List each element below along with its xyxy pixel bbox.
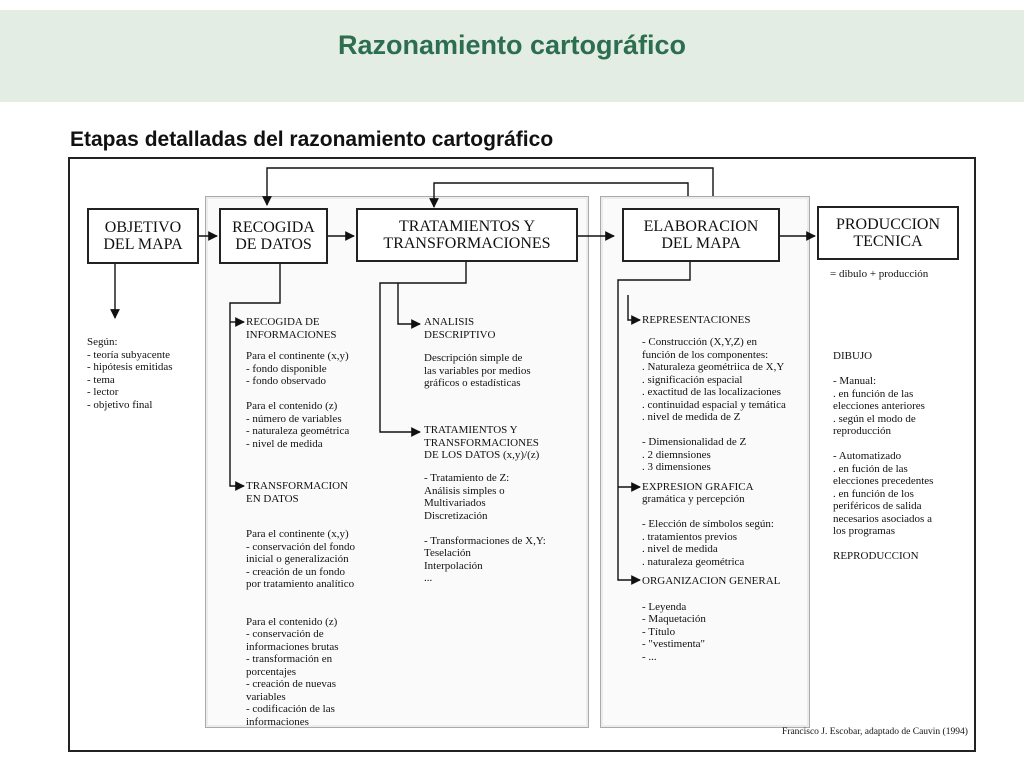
text-line: - creación de un fondo — [246, 565, 345, 578]
text-line: Multivariados — [424, 497, 486, 509]
stage-tratamientos-line2: TRANSFORMACIONES — [383, 235, 551, 252]
stage-elaboracion — [622, 208, 780, 262]
stage-produccion — [817, 206, 959, 260]
text-line: - Transformaciones de X,Y: — [424, 534, 546, 547]
text-line: . en función de las — [833, 387, 914, 400]
text-line: - Construcción (X,Y,Z) en — [642, 336, 757, 348]
branch-tratamientos-datos — [380, 262, 466, 432]
col4-expresion-details — [642, 493, 774, 568]
text-line: - Automatizado — [833, 450, 902, 462]
text-line: ... — [424, 572, 433, 584]
text-line: reproducción — [833, 425, 892, 437]
text-line: . naturaleza geométrica — [642, 555, 745, 568]
text-line: Para el contenido (z) — [246, 400, 338, 412]
text-line: periféricos de salida — [833, 500, 922, 512]
produccion-note: = dibulo + producción — [830, 268, 929, 280]
col2-heading-transformacion — [246, 480, 348, 505]
text-line: - fondo disponible — [246, 362, 327, 375]
text-line — [246, 591, 355, 604]
col3-heading-analisis — [424, 316, 496, 341]
col4-organizacion-details — [642, 588, 706, 663]
text-line: . 2 diemnsiones — [642, 448, 711, 461]
stage-produccion-line2: TECNICA — [853, 233, 923, 250]
text-line — [642, 424, 786, 437]
text-line: - fondo observado — [246, 375, 327, 387]
text-line: - conservación del fondo — [246, 540, 356, 553]
text-line: - Maquetación — [642, 613, 706, 625]
stage-elaboracion-line1: ELABORACION — [643, 218, 759, 235]
text-line: Para el continente (x,y) — [246, 528, 349, 540]
text-line — [642, 588, 706, 601]
col3-analisis-details — [424, 352, 531, 390]
stage-elaboracion-line2: DEL MAPA — [661, 235, 741, 252]
text-line: . nivel de medida de Z — [642, 411, 741, 423]
text-line: . Naturaleza geométriica de X,Y — [642, 361, 785, 373]
stage-recogida-line1: RECOGIDA — [232, 219, 315, 236]
text-line: - lector — [87, 386, 119, 398]
text-line: RECOGIDA DE — [246, 316, 320, 328]
text-line: - Dimensionalidad de Z — [642, 436, 747, 448]
text-line: . significación espacial — [642, 373, 743, 386]
text-line: Interpolación — [424, 559, 483, 572]
text-line: TRANSFORMACIONES — [424, 436, 539, 449]
text-line: elecciones precedentes — [833, 475, 934, 487]
text-line — [424, 522, 546, 535]
text-line: - Título — [642, 625, 676, 638]
col4-representaciones-details — [642, 336, 786, 474]
text-line: - Elección de símbolos según: — [642, 518, 774, 530]
text-line: informaciones brutas — [246, 640, 339, 653]
text-line: ANALISIS — [424, 316, 475, 328]
text-line: por tratamiento analítico — [246, 578, 355, 590]
text-line: - "vestimenta" — [642, 638, 706, 650]
text-line: DESCRIPTIVO — [424, 328, 496, 341]
text-line: - teoría subyacente — [87, 348, 171, 361]
text-line: - ... — [642, 650, 657, 663]
stage-tratamientos — [356, 208, 578, 262]
branch-analisis — [398, 283, 420, 324]
text-line: . según el modo de — [833, 412, 916, 425]
text-line: . en fución de las — [833, 462, 908, 475]
text-line: gramática y percepción — [642, 493, 745, 505]
col2-transformacion-details — [246, 528, 355, 728]
text-line: . continuidad espacial y temática — [642, 398, 786, 411]
text-line: función de los componentes: — [642, 348, 769, 361]
stage-tratamientos-line1: TRATAMIENTOS Y — [398, 218, 536, 235]
stage-recogida — [219, 208, 328, 264]
text-line: elecciones anteriores — [833, 400, 925, 412]
text-line: - creación de nuevas — [246, 678, 337, 690]
diagram-subtitle: Etapas detalladas del razonamiento cartográfico — [70, 128, 554, 151]
stage-produccion-line1: PRODUCCION — [835, 216, 940, 233]
text-line — [246, 388, 349, 401]
text-line: - objetivo final — [87, 398, 153, 411]
text-line: porcentajes — [246, 665, 297, 678]
text-line: Teselación — [424, 547, 471, 559]
col5-dibujo-details — [833, 350, 933, 563]
text-line: Para el continente (x,y) — [246, 350, 349, 362]
feedback-to-recogida — [267, 168, 713, 205]
col3-tratamientos-details — [424, 472, 546, 585]
text-line: inicial o generalización — [246, 553, 349, 565]
text-line: - nivel de medida — [246, 437, 323, 450]
text-line: - conservación de — [246, 628, 324, 640]
text-line: - codificación de las — [246, 703, 335, 715]
branch-representaciones — [628, 295, 640, 320]
text-line — [833, 438, 933, 451]
source-credit: Francisco J. Escobar, adaptado de Cauvin (1994) — [782, 727, 968, 737]
text-line: . nivel de medida — [642, 543, 718, 555]
text-line: - hipótesis emitidas — [87, 361, 173, 373]
text-line: EN DATOS — [246, 492, 299, 505]
text-line: - número de variables — [246, 412, 342, 425]
col2-recogida-details — [246, 350, 349, 450]
text-line — [246, 603, 355, 616]
text-line: variables — [246, 690, 286, 703]
text-line: necesarios asociados a — [833, 512, 932, 525]
slide-title: Razonamiento cartográfico — [337, 30, 687, 60]
text-line: informaciones — [246, 715, 309, 728]
col4-heading-representaciones — [642, 314, 751, 327]
text-line: REPRODUCCION — [833, 550, 919, 562]
text-line: Según: — [87, 336, 118, 348]
text-line: - Leyenda — [642, 600, 687, 613]
text-line: Para el contenido (z) — [246, 615, 338, 628]
text-line: DE LOS DATOS (x,y)/(z) — [424, 449, 540, 461]
text-line: - transformación en — [246, 653, 333, 665]
text-line: . 3 dimensiones — [642, 461, 711, 473]
stage-objetivo-line1: OBJETIVO — [104, 219, 182, 236]
text-line: - naturaleza geométrica — [246, 425, 350, 437]
text-line: Discretización — [424, 509, 488, 522]
col4-heading-organizacion — [642, 575, 780, 588]
col3-heading-tratamientos — [424, 424, 539, 462]
col2-heading-recogida — [246, 316, 336, 341]
text-line — [833, 363, 933, 376]
text-line: REPRESENTACIONES — [642, 314, 751, 326]
text-line: TRATAMIENTOS Y — [424, 424, 518, 436]
text-line: EXPRESION GRAFICA — [642, 481, 754, 493]
text-line: DIBUJO — [833, 350, 873, 362]
stage-objetivo — [87, 208, 199, 264]
col1-criteria — [87, 336, 173, 411]
text-line: - tema — [87, 373, 115, 386]
text-line: Descripción simple de — [424, 352, 523, 364]
text-line: . en función de los — [833, 487, 914, 500]
text-line: - Manual: — [833, 375, 877, 387]
text-line: ORGANIZACION GENERAL — [642, 575, 781, 587]
text-line: . tratamientos previos — [642, 530, 738, 543]
col4-heading-expresion — [642, 481, 754, 494]
text-line: TRANSFORMACION — [246, 480, 349, 492]
text-line: Análisis simples o — [424, 484, 505, 497]
feedback-to-tratamientos — [434, 183, 688, 207]
stage-objetivo-line2: DEL MAPA — [103, 236, 183, 253]
text-line: - Tratamiento de Z: — [424, 472, 510, 484]
text-line: gráficos o estadísticas — [424, 377, 521, 389]
text-line: INFORMACIONES — [246, 328, 337, 341]
text-line: . exactitud de las localizaciones — [642, 386, 781, 398]
text-line — [833, 538, 933, 551]
stage-recogida-line2: DE DATOS — [235, 236, 312, 253]
text-line: las variables por medios — [424, 364, 531, 377]
text-line: los programas — [833, 525, 896, 537]
text-line — [642, 506, 774, 519]
